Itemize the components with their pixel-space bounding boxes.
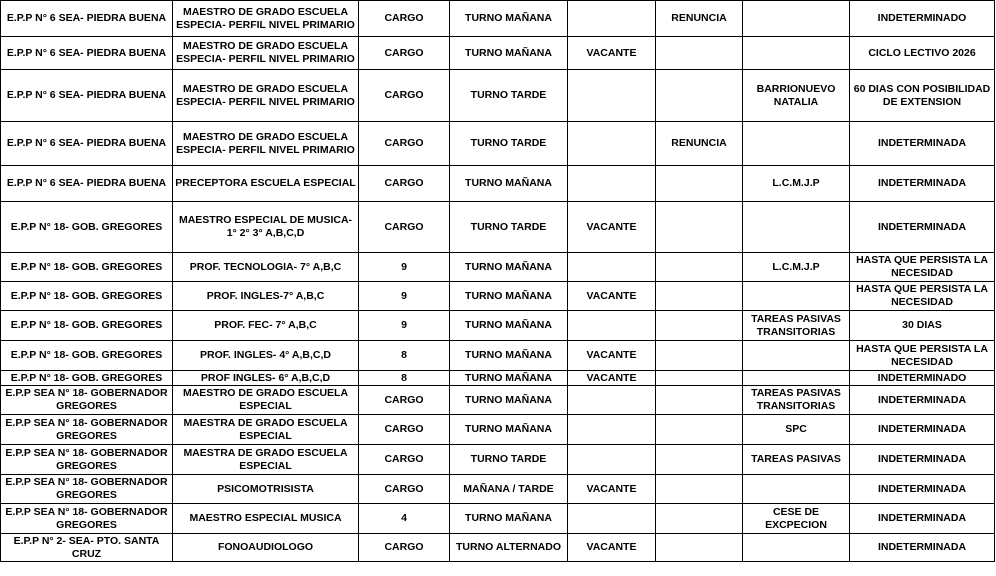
duration-cell: INDETERMINADO (850, 371, 995, 386)
holder-cell (743, 371, 850, 386)
school-cell: E.P.P SEA N° 18- GOBERNADOR GREGORES (1, 445, 173, 475)
duration-cell: INDETERMINADA (850, 445, 995, 475)
status-cell (568, 504, 656, 534)
position-cell: PROF. FEC- 7° A,B,C (173, 311, 359, 341)
shift-cell: TURNO MAÑANA (450, 1, 568, 37)
holder-cell: BARRIONUEVO NATALIA (743, 70, 850, 122)
school-cell: E.P.P N° 6 SEA- PIEDRA BUENA (1, 122, 173, 166)
status-cell (568, 311, 656, 341)
status-cell: VACANTE (568, 202, 656, 253)
holder-cell (743, 534, 850, 562)
position-cell: MAESTRA DE GRADO ESCUELA ESPECIAL (173, 445, 359, 475)
table-row (1, 311, 995, 341)
reason-cell (656, 166, 743, 202)
table-row (1, 70, 995, 122)
table-row (1, 475, 995, 504)
position-cell: MAESTRO ESPECIAL DE MUSICA- 1° 2° 3° A,B,C,D (173, 202, 359, 253)
school-cell: E.P.P N° 18- GOB. GREGORES (1, 202, 173, 253)
duration-cell: 60 DIAS CON POSIBILIDAD DE EXTENSION (850, 70, 995, 122)
holder-cell (743, 282, 850, 311)
shift-cell: TURNO TARDE (450, 445, 568, 475)
duration-cell: CICLO LECTIVO 2026 (850, 37, 995, 70)
status-cell (568, 415, 656, 445)
shift-cell: TURNO MAÑANA (450, 371, 568, 386)
hours-cell: 9 (359, 282, 450, 311)
shift-cell: MAÑANA / TARDE (450, 475, 568, 504)
status-cell (568, 1, 656, 37)
school-cell: E.P.P N° 18- GOB. GREGORES (1, 282, 173, 311)
holder-cell (743, 202, 850, 253)
status-cell (568, 122, 656, 166)
reason-cell (656, 415, 743, 445)
position-cell: MAESTRO DE GRADO ESCUELA ESPECIAL (173, 386, 359, 415)
status-cell (568, 253, 656, 282)
hours-cell: CARGO (359, 475, 450, 504)
reason-cell (656, 386, 743, 415)
shift-cell: TURNO MAÑANA (450, 253, 568, 282)
position-cell: MAESTRO DE GRADO ESCUELA ESPECIA- PERFIL NIVEL PRIMARIO (173, 122, 359, 166)
duration-cell: HASTA QUE PERSISTA LA NECESIDAD (850, 253, 995, 282)
status-cell: VACANTE (568, 475, 656, 504)
shift-cell: TURNO MAÑANA (450, 282, 568, 311)
reason-cell (656, 311, 743, 341)
reason-cell (656, 475, 743, 504)
holder-cell: TAREAS PASIVAS TRANSITORIAS (743, 311, 850, 341)
status-cell (568, 70, 656, 122)
position-cell: PROF INGLES- 6° A,B,C,D (173, 371, 359, 386)
status-cell: VACANTE (568, 341, 656, 371)
shift-cell: TURNO MAÑANA (450, 341, 568, 371)
reason-cell (656, 445, 743, 475)
hours-cell: 8 (359, 341, 450, 371)
reason-cell (656, 37, 743, 70)
reason-cell (656, 70, 743, 122)
table-row (1, 282, 995, 311)
duration-cell: INDETERMINADA (850, 166, 995, 202)
duration-cell: INDETERMINADA (850, 386, 995, 415)
position-cell: PROF. INGLES- 4° A,B,C,D (173, 341, 359, 371)
school-cell: E.P.P SEA N° 18- GOBERNADOR GREGORES (1, 415, 173, 445)
reason-cell (656, 202, 743, 253)
school-cell: E.P.P N° 18- GOB. GREGORES (1, 253, 173, 282)
reason-cell: RENUNCIA (656, 1, 743, 37)
shift-cell: TURNO MAÑANA (450, 504, 568, 534)
table-row (1, 166, 995, 202)
status-cell: VACANTE (568, 534, 656, 562)
table-row (1, 341, 995, 371)
duration-cell: INDETERMINADA (850, 504, 995, 534)
school-cell: E.P.P N° 6 SEA- PIEDRA BUENA (1, 166, 173, 202)
holder-cell: TAREAS PASIVAS TRANSITORIAS (743, 386, 850, 415)
school-cell: E.P.P SEA N° 18- GOBERNADOR GREGORES (1, 504, 173, 534)
table-row (1, 415, 995, 445)
hours-cell: CARGO (359, 37, 450, 70)
shift-cell: TURNO TARDE (450, 202, 568, 253)
duration-cell: HASTA QUE PERSISTA LA NECESIDAD (850, 282, 995, 311)
position-cell: MAESTRO DE GRADO ESCUELA ESPECIA- PERFIL NIVEL PRIMARIO (173, 1, 359, 37)
hours-cell: CARGO (359, 445, 450, 475)
hours-cell: 9 (359, 253, 450, 282)
school-cell: E.P.P SEA N° 18- GOBERNADOR GREGORES (1, 475, 173, 504)
table-row (1, 371, 995, 386)
duration-cell: 30 DIAS (850, 311, 995, 341)
shift-cell: TURNO MAÑANA (450, 311, 568, 341)
reason-cell: RENUNCIA (656, 122, 743, 166)
holder-cell (743, 341, 850, 371)
reason-cell (656, 253, 743, 282)
shift-cell: TURNO ALTERNADO (450, 534, 568, 562)
hours-cell: CARGO (359, 386, 450, 415)
hours-cell: CARGO (359, 415, 450, 445)
school-cell: E.P.P N° 6 SEA- PIEDRA BUENA (1, 37, 173, 70)
duration-cell: INDETERMINADA (850, 202, 995, 253)
reason-cell (656, 534, 743, 562)
table-row (1, 122, 995, 166)
position-cell: MAESTRO DE GRADO ESCUELA ESPECIA- PERFIL NIVEL PRIMARIO (173, 37, 359, 70)
table-row (1, 37, 995, 70)
holder-cell: CESE DE EXCPECION (743, 504, 850, 534)
duration-cell: INDETERMINADA (850, 415, 995, 445)
status-cell: VACANTE (568, 282, 656, 311)
table-row (1, 534, 995, 562)
duration-cell: INDETERMINADO (850, 1, 995, 37)
school-cell: E.P.P N° 6 SEA- PIEDRA BUENA (1, 70, 173, 122)
status-cell: VACANTE (568, 37, 656, 70)
shift-cell: TURNO MAÑANA (450, 386, 568, 415)
position-cell: PSICOMOTRISISTA (173, 475, 359, 504)
table-row (1, 445, 995, 475)
hours-cell: CARGO (359, 202, 450, 253)
school-cell: E.P.P N° 2- SEA- PTO. SANTA CRUZ (1, 534, 173, 562)
position-cell: MAESTRO DE GRADO ESCUELA ESPECIA- PERFIL NIVEL PRIMARIO (173, 70, 359, 122)
hours-cell: CARGO (359, 122, 450, 166)
status-cell (568, 445, 656, 475)
reason-cell (656, 504, 743, 534)
holder-cell (743, 122, 850, 166)
hours-cell: 4 (359, 504, 450, 534)
hours-cell: CARGO (359, 70, 450, 122)
position-cell: PROF. INGLES-7° A,B,C (173, 282, 359, 311)
position-cell: PROF. TECNOLOGIA- 7° A,B,C (173, 253, 359, 282)
table-row (1, 386, 995, 415)
school-cell: E.P.P N° 18- GOB. GREGORES (1, 371, 173, 386)
reason-cell (656, 282, 743, 311)
reason-cell (656, 341, 743, 371)
status-cell: VACANTE (568, 371, 656, 386)
holder-cell: L.C.M.J.P (743, 253, 850, 282)
status-cell (568, 386, 656, 415)
holder-cell (743, 475, 850, 504)
hours-cell: 8 (359, 371, 450, 386)
table-row (1, 253, 995, 282)
school-cell: E.P.P N° 18- GOB. GREGORES (1, 341, 173, 371)
holder-cell: L.C.M.J.P (743, 166, 850, 202)
table-row (1, 202, 995, 253)
position-cell: MAESTRA DE GRADO ESCUELA ESPECIAL (173, 415, 359, 445)
hours-cell: CARGO (359, 534, 450, 562)
position-cell: MAESTRO ESPECIAL MUSICA (173, 504, 359, 534)
table-row (1, 1, 995, 37)
hours-cell: CARGO (359, 1, 450, 37)
duration-cell: HASTA QUE PERSISTA LA NECESIDAD (850, 341, 995, 371)
shift-cell: TURNO MAÑANA (450, 166, 568, 202)
table-row (1, 504, 995, 534)
hours-cell: 9 (359, 311, 450, 341)
hours-cell: CARGO (359, 166, 450, 202)
shift-cell: TURNO MAÑANA (450, 415, 568, 445)
duration-cell: INDETERMINADA (850, 122, 995, 166)
status-cell (568, 166, 656, 202)
shift-cell: TURNO TARDE (450, 70, 568, 122)
position-cell: FONOAUDIOLOGO (173, 534, 359, 562)
holder-cell (743, 37, 850, 70)
reason-cell (656, 371, 743, 386)
duration-cell: INDETERMINADA (850, 534, 995, 562)
holder-cell (743, 1, 850, 37)
duration-cell: INDETERMINADA (850, 475, 995, 504)
shift-cell: TURNO TARDE (450, 122, 568, 166)
position-cell: PRECEPTORA ESCUELA ESPECIAL (173, 166, 359, 202)
holder-cell: SPC (743, 415, 850, 445)
school-cell: E.P.P N° 18- GOB. GREGORES (1, 311, 173, 341)
shift-cell: TURNO MAÑANA (450, 37, 568, 70)
school-cell: E.P.P SEA N° 18- GOBERNADOR GREGORES (1, 386, 173, 415)
holder-cell: TAREAS PASIVAS (743, 445, 850, 475)
school-cell: E.P.P N° 6 SEA- PIEDRA BUENA (1, 1, 173, 37)
